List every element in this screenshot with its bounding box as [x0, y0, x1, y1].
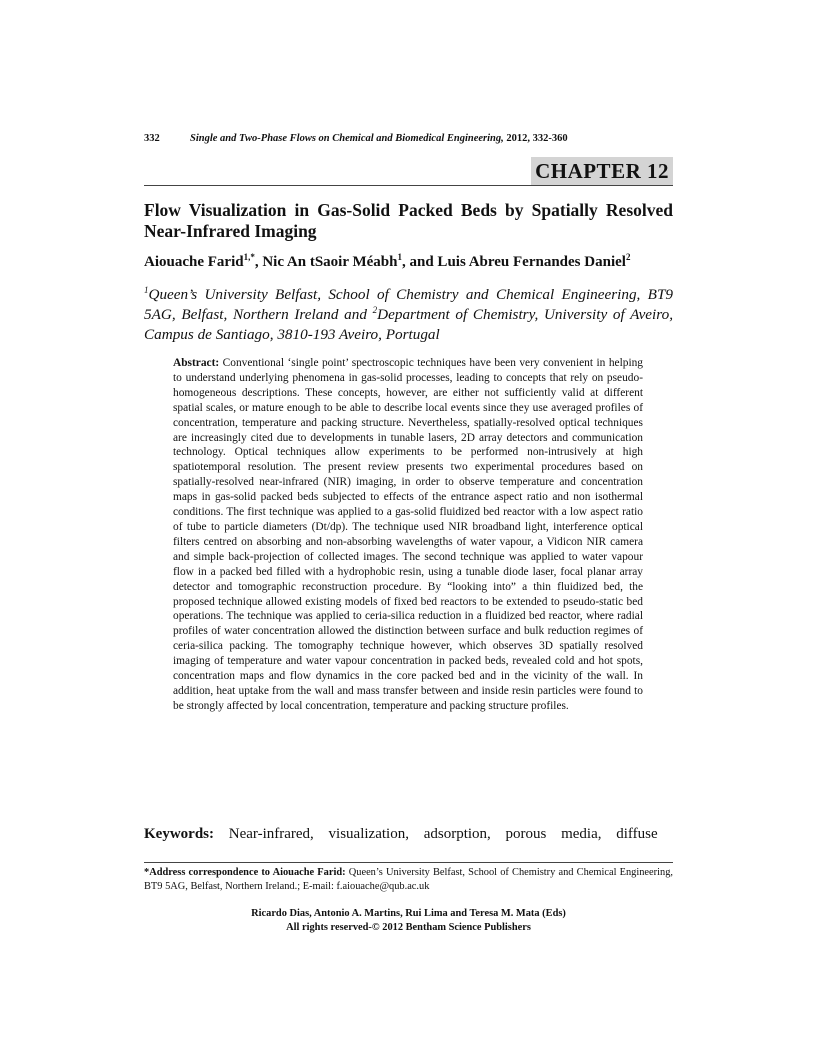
abstract [173, 356, 643, 714]
affiliations [144, 285, 673, 345]
affil-2-text: Department of Chemistry, University of Aveiro, Campus de Santiago, 3810-193 Aveiro, Portugal [144, 306, 674, 343]
author-2: , Nic An tSaoir Méabh [254, 254, 398, 270]
footnote-text: Queen’s University Belfast, School of Chemistry and Chemical Engineering, BT9 5AG, Belfast, Northern Ireland.; E-mail: f.aiouache@qub.ac.uk [144, 867, 673, 892]
abstract-text: Conventional ‘single point’ spectroscopic techniques have been very convenient in helping to understand underlying phenomena in gas-solid processes, leading to concepts that rely on pseudo-homogeneous descriptions. These concepts, however, are either not sufficiently valid at different spatial scales, or mature enough to be able to describe local events since they use averaged profiles of concentration, temperature and packing structure. Nevertheless, spatially-resolved optical techniques are increasingly cited due to developments in tunable lasers, 2D array detectors and communication technology. Optical techniques allow experiments to be performed non-intrusively at high spatiotemporal resolution. The present review presents two experimental procedures based on spatially-resolved near-infrared (NIR) imaging, in order to observe temperature and concentration maps in gas-solid packed beds subjected to effects of the entrance aspect ratio and non isothermal conditions. The first technique was applied to a gas-solid fluidized bed reactor with a low aspect ratio of tube to particle diameters (Dt/dp). The technique used NIR broadband light, interference optical filters centred on absorbing and non-absorbing wavelengths of water vapour, a Vidicon NIR camera and simple back-projection of collected images. The second technique was applied to water vapour flow in a packed bed filled with a hydrophobic resin, using a tunable diode laser, focal planar array detector and tomographic reconstruction procedure. By “looking into” a thin fluidized bed, the proposed technique allowed existing models of fixed bed reactors to be extended to pseudo-static bed operations. The technique was applied to ceria-silica reduction in a fluidized bed reactor, where radial profiles of water concentration allowed the distinction between surface and bulk reduction regimes of ceria-silica packing. The tomography technique however, which observes 3D spatially resolved imaging of temperature and water vapour concentration in packed beds, revealed cold and hot spots, concentration maps and flow dynamics in the core packed bed and in the vicinity of the wall. In addition, heat uptake from the wall and mass transfer between and inside resin particles were found to be strongly affected by local concentration, temperature and packing structure profiles. [173, 357, 643, 712]
chapter-label: CHAPTER 12 [531, 157, 673, 185]
author-1-affil: 1,* [243, 252, 255, 262]
author-2-affil: 1 [397, 252, 402, 262]
author-list [144, 254, 684, 271]
page-number: 332 [144, 133, 160, 144]
journal-title: Single and Two-Phase Flows on Chemical and Biomedical Engineering, [190, 133, 504, 144]
author-3: , and Luis Abreu Fernandes Daniel [402, 254, 626, 270]
chapter-rule [144, 185, 673, 186]
copyright-line: All rights reserved-© 2012 Bentham Science Publishers [286, 922, 531, 933]
journal-pages: 2012, 332-360 [503, 133, 568, 144]
affil-1-marker: 1 [144, 285, 149, 295]
publisher-block [144, 907, 673, 935]
author-1: Aiouache Farid [144, 254, 244, 270]
editors-line: Ricardo Dias, Antonio A. Martins, Rui Lima and Teresa M. Mata (Eds) [251, 908, 566, 919]
keywords [144, 826, 673, 843]
paper-title: Flow Visualization in Gas-Solid Packed Beds by Spatially Resolved Near-Infrared Imaging [144, 200, 673, 241]
keywords-text: Near-infrared, visualization, adsorption, porous media, diffuse [214, 826, 658, 842]
affil-2-marker: 2 [372, 305, 378, 315]
chapter-header [144, 157, 673, 187]
affil-1-text: Queen’s University Belfast, School of Chemistry and Chemical Engineering, BT9 5AG, Belfast, Northern Ireland and [144, 286, 673, 323]
footnote-label: *Address correspondence to Aiouache Farid: [144, 867, 346, 878]
author-3-affil: 2 [625, 252, 631, 262]
footnote-rule [144, 862, 673, 863]
correspondence-footnote [144, 866, 673, 893]
running-head [144, 133, 672, 144]
keywords-label: Keywords: [144, 826, 214, 842]
abstract-label: Abstract: [173, 357, 220, 369]
